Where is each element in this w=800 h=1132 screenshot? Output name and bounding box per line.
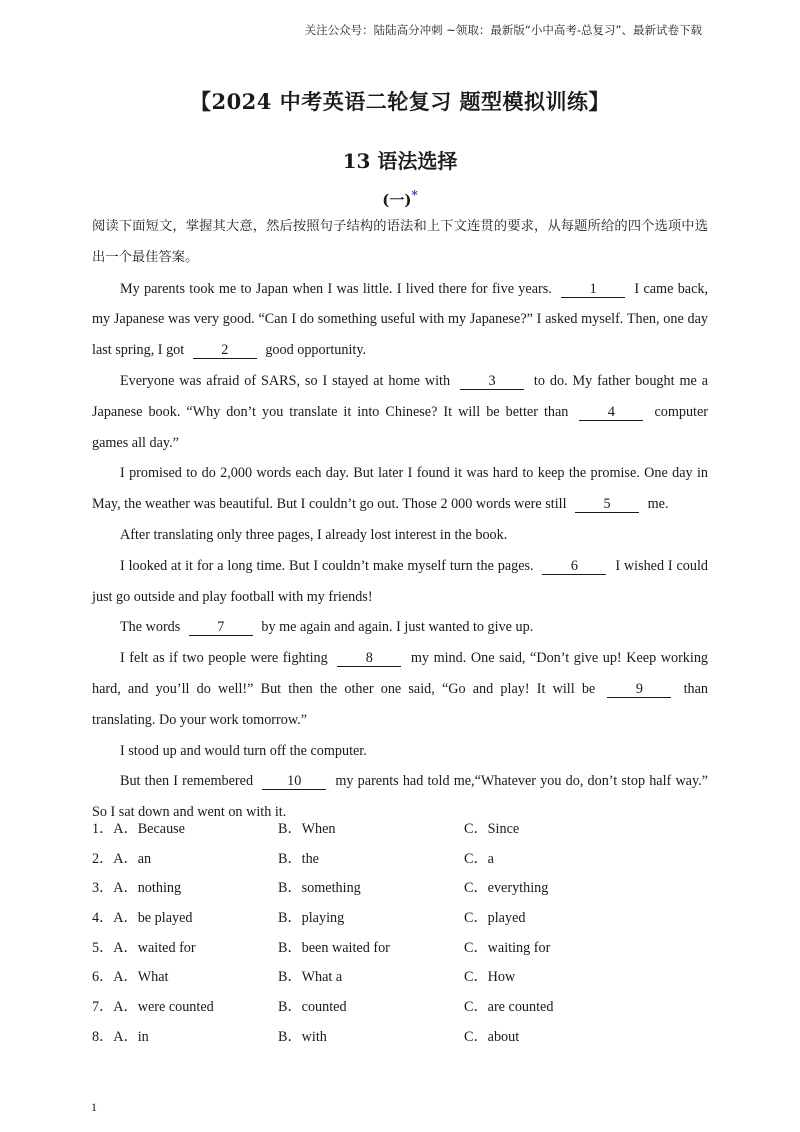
section-heading [0, 188, 800, 210]
passage-paragraph [92, 274, 708, 366]
option-c: C．waiting for [464, 939, 551, 956]
option-a: 6．A．What [92, 969, 169, 986]
passage-text: The words [120, 619, 181, 636]
passage-text: My parents took me to Japan when I was little. I lived there for five years. [120, 280, 552, 297]
passage-text: to do. My father bought me a Japanese book. “Why don’t you translate it into Chinese? It will be better than [92, 372, 709, 420]
option-b: B．When [278, 821, 336, 837]
passage-text: by me again and again. I just wanted to give up. [261, 619, 534, 636]
option-c: C．everything [464, 880, 549, 897]
option-b: B．something [278, 880, 361, 897]
answer-blank: 3 [460, 374, 524, 390]
instructions-text: 阅读下面短文，掌握其大意，然后按照句子结构的语法和上下文连贯的要求，从每题所给的四个选项中选出一个最佳答案。 [92, 219, 708, 265]
option-c: C．are counted [464, 999, 554, 1016]
answer-blank: 9 [607, 682, 671, 698]
passage-paragraph [92, 551, 708, 613]
option-row [92, 937, 708, 967]
page-number: 1 [91, 1100, 97, 1114]
option-row [92, 1026, 708, 1056]
option-b: B．counted [278, 999, 347, 1016]
option-b: B．with [278, 1028, 327, 1045]
option-row [92, 907, 708, 937]
passage-content [92, 212, 708, 828]
answer-blank: 4 [579, 405, 643, 421]
section-label: (一) [382, 191, 412, 209]
option-b: B．What a [278, 969, 343, 986]
star-icon: * [411, 188, 418, 202]
passage-text: my parents had told me,“Whatever you do, don’t stop half way.” So I sat down and went on with it. [92, 773, 708, 821]
passage-text: Everyone was afraid of SARS, so I stayed at home with [120, 372, 451, 389]
passage-text: computer games all day.” [92, 403, 709, 451]
passage-paragraph [92, 736, 708, 767]
option-b: B．been waited for [278, 939, 390, 956]
option-b: B．the [278, 850, 319, 867]
passage-text: I promised to do 2,000 words each day. But later I found it was hard to keep the promise. One day in May, the weather was beautiful. But I couldn’t go out. Those 2 000 words were still [92, 465, 708, 513]
passage-text: I came back, my Japanese was very good. “Can I do something useful with my Japanese?” I asked myself. Then, one day last spring, I got [92, 280, 709, 359]
passage-text: But then I remembered [120, 773, 254, 790]
answer-blank: 10 [262, 774, 326, 790]
answer-blank: 7 [189, 620, 253, 636]
passage-paragraph [92, 520, 708, 551]
passage-text: I felt as if two people were fighting [120, 650, 328, 667]
passage-text: After translating only three pages, I already lost interest in the book. [120, 526, 508, 543]
option-c: C．about [464, 1028, 520, 1045]
passage-text: my mind. One said, “Don’t give up! Keep working hard, and you’ll do well!” But then the other one said, “Go and play! It will be [92, 650, 709, 697]
option-row [92, 966, 708, 996]
page-title: 【2024 中考英语二轮复习 题型模拟训练】 [189, 89, 611, 114]
option-a: 1．A．Because [92, 821, 185, 837]
option-c: C．played [464, 910, 526, 927]
option-b: B．playing [278, 910, 345, 927]
option-a: 4．A．be played [92, 910, 193, 927]
passage-text: I wished I could just go outside and play football with my friends! [92, 557, 709, 605]
option-c: C．a [464, 850, 494, 867]
option-row [92, 848, 708, 878]
option-c: C．How [464, 969, 516, 986]
passage-text: I looked at it for a long time. But I couldn’t make myself turn the pages. [120, 557, 534, 574]
passage-text: than translating. Do your work tomorrow.” [92, 680, 708, 728]
option-a: 8．A．in [92, 1028, 149, 1045]
passage-paragraph [92, 366, 708, 458]
passage [92, 274, 708, 828]
header-promo-note: 关注公众号：陆陆高分冲刺 ~领取：最新版“小中高考-总复习”、最新试卷下载 [304, 23, 702, 37]
passage-paragraph [92, 643, 708, 735]
passage-text: I stood up and would turn off the computer. [120, 742, 367, 759]
option-row [92, 877, 708, 907]
passage-text: me. [647, 496, 669, 513]
answer-blank: 8 [337, 651, 401, 667]
answer-blank: 1 [561, 282, 625, 298]
answer-options [92, 818, 708, 1056]
option-row [92, 818, 708, 848]
option-a: 7．A．were counted [92, 999, 214, 1016]
option-c: C．Since [464, 821, 520, 837]
answer-blank: 6 [542, 559, 606, 575]
option-row [92, 996, 708, 1026]
page-subtitle: 13 语法选择 [342, 149, 458, 173]
passage-text: good opportunity. [265, 342, 367, 359]
option-a: 3．A．nothing [92, 880, 182, 897]
passage-paragraph [92, 612, 708, 643]
passage-paragraph [92, 458, 708, 520]
answer-blank: 2 [193, 343, 257, 359]
option-a: 2．A．an [92, 850, 152, 867]
option-a: 5．A．waited for [92, 939, 196, 956]
answer-blank: 5 [575, 497, 639, 513]
